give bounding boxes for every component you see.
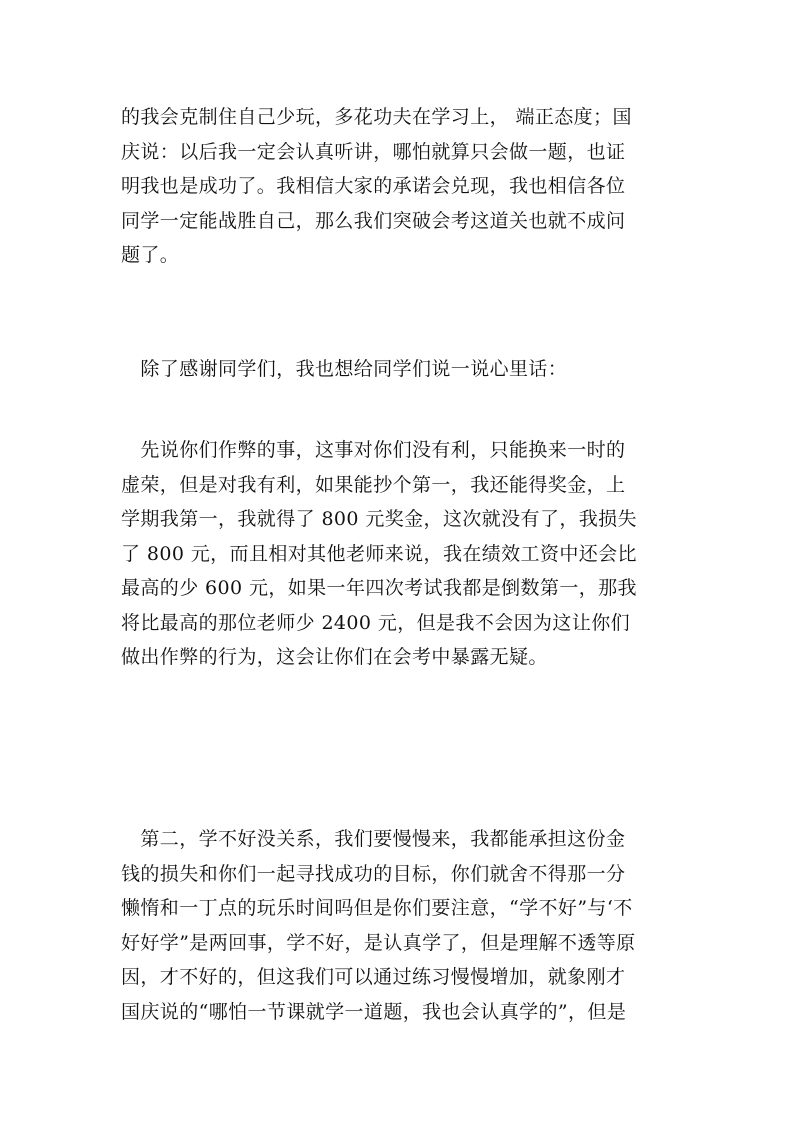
text-line: 虚荣，但是对我有利，如果能抄个第一，我还能得奖金，上	[121, 473, 626, 496]
text-line: 第二，学不好没关系，我们要慢慢来，我都能承担这份金	[121, 828, 626, 850]
text-line: 学期我第一，我就得了 800 元奖金，这次就没有了，我损失	[121, 508, 637, 530]
text-line: 除了感谢同学们，我也想给同学们说一说心里话：	[121, 358, 568, 380]
text-line: 明我也是成功了。我相信大家的承诺会兑现，我也相信各位	[121, 175, 626, 197]
text-line: 了 800 元，而且相对其他老师来说，我在绩效工资中还会比	[121, 542, 637, 565]
text-line: 钱的损失和你们一起寻找成功的目标，你们就舍不得那一分	[121, 862, 626, 885]
text-line: 同学一定能战胜自己，那么我们突破会考这道关也就不成问	[121, 209, 626, 232]
text-line: 庆说：以后我一定会认真听讲，哪怕就算只会做一题，也证	[121, 140, 626, 163]
paragraph-commitments	[121, 100, 681, 273]
text-line: 因，才不好的，但这我们可以通过练习慢慢增加，就象刚才	[121, 966, 626, 988]
text-line: 好好学”是两回事，学不好，是认真学了，但是理解不透等原	[121, 931, 636, 954]
text-line: 做出作弊的行为，这会让你们在会考中暴露无疑。	[121, 646, 548, 668]
text-line: 懒惰和一丁点的玩乐时间吗但是你们要注意，“学不好”与‘不	[121, 897, 633, 919]
paragraph-second-point	[121, 822, 681, 1029]
text-line: 国庆说的“哪怕一节课就学一道题，我也会认真学的”，但是	[121, 1000, 627, 1023]
paragraph-heartfelt-intro	[121, 352, 681, 387]
text-line: 将比最高的那位老师少 2400 元，但是我不会因为这让你们	[121, 611, 631, 634]
text-line: 最高的少 600 元，如果一年四次考试我都是倒数第一，那我	[121, 577, 637, 599]
text-line: 的我会克制住自己少玩，多花功夫在学习上， 端正态度；国	[121, 106, 632, 128]
paragraph-cheating	[121, 433, 681, 675]
text-line: 题了。	[121, 244, 180, 266]
text-line: 先说你们作弊的事，这事对你们没有利，只能换来一时的	[121, 439, 626, 461]
